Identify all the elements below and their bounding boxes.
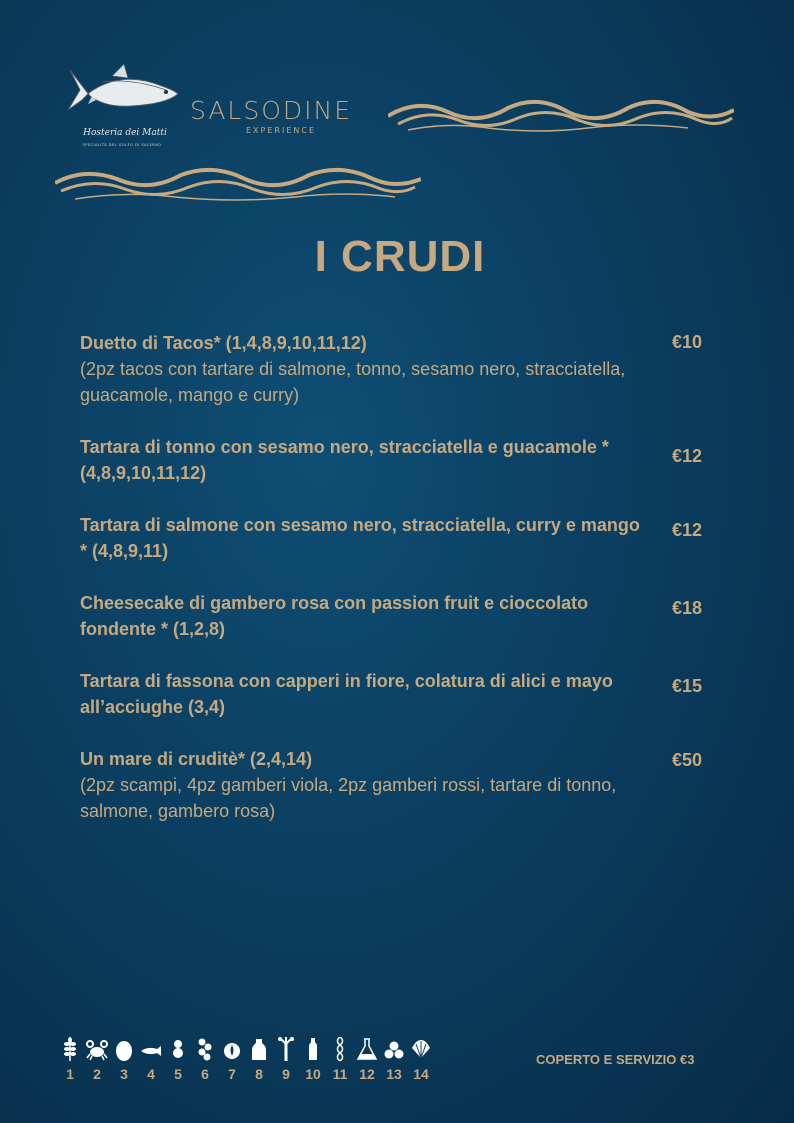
tuna-logo-icon bbox=[62, 60, 180, 120]
allergen-number: 13 bbox=[386, 1066, 402, 1082]
crab-icon bbox=[86, 1036, 108, 1062]
item-name: Tartara di fassona con capperi in fiore, colatura di alici e mayo all’acciughe (3,4) bbox=[80, 671, 613, 717]
allergen-item bbox=[85, 1036, 109, 1082]
egg-icon bbox=[113, 1036, 135, 1062]
nut-icon bbox=[248, 1036, 270, 1062]
allergen-item bbox=[112, 1036, 136, 1082]
item-name: Duetto di Tacos* (1,4,8,9,10,11,12) bbox=[80, 333, 367, 353]
allergen-number: 3 bbox=[120, 1066, 128, 1082]
menu-item bbox=[80, 512, 703, 564]
lupin-icon bbox=[383, 1036, 405, 1062]
item-price: €12 bbox=[672, 520, 703, 540]
allergen-item bbox=[301, 1036, 325, 1082]
allergen-number: 1 bbox=[66, 1066, 74, 1082]
allergen-number: 2 bbox=[93, 1066, 101, 1082]
item-name: Cheesecake di gambero rosa con passion fruit e cioccolato fondente * (1,2,8) bbox=[80, 593, 589, 639]
allergen-number: 9 bbox=[282, 1066, 290, 1082]
allergen-item bbox=[220, 1036, 244, 1082]
soy-icon bbox=[194, 1036, 216, 1062]
allergen-number: 10 bbox=[305, 1066, 321, 1082]
peanut-icon bbox=[167, 1036, 189, 1062]
sulphite-icon bbox=[356, 1036, 378, 1062]
item-price: €15 bbox=[672, 676, 703, 696]
wave-ornament-icon bbox=[55, 163, 421, 205]
celery-icon bbox=[275, 1036, 297, 1062]
mollusc-icon bbox=[410, 1036, 432, 1062]
wave-ornament-icon bbox=[388, 96, 734, 136]
allergen-number: 7 bbox=[228, 1066, 236, 1082]
item-name: Tartara di salmone con sesamo nero, stracciatella, curry e mango * (4,8,9,11) bbox=[80, 515, 640, 561]
allergen-number: 14 bbox=[413, 1066, 429, 1082]
item-price: €12 bbox=[672, 446, 703, 466]
allergen-item bbox=[409, 1036, 433, 1082]
item-description: (2pz scampi, 4pz gamberi viola, 2pz gamberi rossi, tartare di tonno, salmone, gambero rosa) bbox=[80, 775, 617, 821]
brand-name: SALSODINE bbox=[190, 96, 353, 125]
item-price: €18 bbox=[672, 598, 703, 618]
logo-subcaption: SPECIALITÀ DEL GOLFO DI SALERNO bbox=[82, 143, 162, 147]
menu-item bbox=[80, 590, 703, 642]
allergen-number: 6 bbox=[201, 1066, 209, 1082]
milk-icon bbox=[221, 1036, 243, 1062]
allergen-item bbox=[58, 1036, 82, 1082]
logo-caption: Hosteria dei Matti bbox=[83, 128, 167, 138]
menu-item bbox=[80, 668, 703, 720]
allergen-number: 8 bbox=[255, 1066, 263, 1082]
coperto-servizio: COPERTO E SERVIZIO €3 bbox=[536, 1052, 695, 1067]
sesame-icon bbox=[329, 1036, 351, 1062]
menu-item bbox=[80, 746, 703, 824]
allergen-number: 5 bbox=[174, 1066, 182, 1082]
allergen-item bbox=[193, 1036, 217, 1082]
item-description: (2pz tacos con tartare di salmone, tonno, sesamo nero, stracciatella, guacamole, mango e curry) bbox=[80, 359, 626, 405]
allergen-legend bbox=[58, 1036, 436, 1082]
allergen-item bbox=[274, 1036, 298, 1082]
allergen-number: 12 bbox=[359, 1066, 375, 1082]
allergen-item bbox=[355, 1036, 379, 1082]
wheat-icon bbox=[59, 1036, 81, 1062]
brand-logo bbox=[190, 97, 372, 135]
item-name: Tartara di tonno con sesamo nero, stracciatella e guacamole * (4,8,9,10,11,12) bbox=[80, 437, 609, 483]
item-price: €10 bbox=[672, 332, 703, 352]
allergen-item bbox=[247, 1036, 271, 1082]
allergen-item bbox=[139, 1036, 163, 1082]
allergen-item bbox=[166, 1036, 190, 1082]
allergen-item bbox=[382, 1036, 406, 1082]
menu-item bbox=[80, 330, 703, 408]
allergen-number: 4 bbox=[147, 1066, 155, 1082]
menu-item bbox=[80, 434, 703, 486]
item-price: €50 bbox=[672, 750, 703, 770]
fish-icon bbox=[140, 1036, 162, 1062]
allergen-item bbox=[328, 1036, 352, 1082]
item-name: Un mare di cruditè* (2,4,14) bbox=[80, 749, 313, 769]
brand-subtitle: EXPERIENCE bbox=[245, 126, 316, 135]
page-title: I CRUDI bbox=[314, 232, 486, 281]
allergen-number: 11 bbox=[332, 1066, 348, 1082]
mustard-icon bbox=[302, 1036, 324, 1062]
